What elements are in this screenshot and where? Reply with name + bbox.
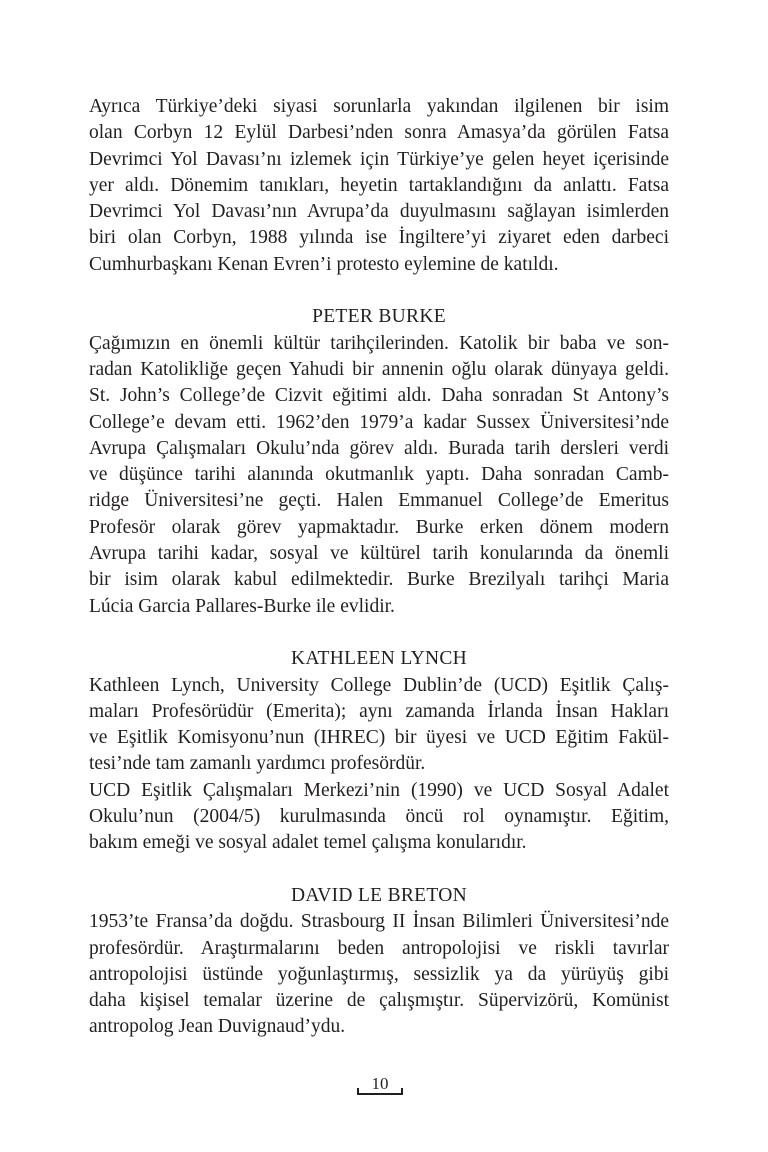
text-line: antropolojisi üstünde yoğunlaştırmış, sessizlik ya da yürüyüş gibi: [89, 963, 669, 985]
text-line: Çağımızın en önemli kültür tarihçilerinden. Katolik bir baba ve son-: [89, 332, 669, 354]
text-line: antropolog Jean Duvignaud’ydu.: [89, 1016, 346, 1038]
section-heading: KATHLEEN LYNCH: [290, 648, 468, 670]
text-line: St. John’s College’de Cizvit eğitimi aldı. Daha sonradan St Antony’s: [89, 385, 669, 407]
section-david-le-breton: [89, 883, 669, 1041]
text-line: UCD Eşitlik Çalışmaları Merkezi’nin (1990) ve UCD Sosyal Adalet: [89, 779, 669, 801]
section-spacer: [89, 620, 669, 646]
text-line: Avrupa Çalışmaları Okulu’nda görev aldı. Burada tarih dersleri verdi: [89, 437, 669, 459]
intro-paragraph: [89, 94, 669, 278]
text-line: ve Eşitlik Komisyonu’nun (IHREC) bir üyesi ve UCD Eğitim Fakül-: [89, 727, 669, 749]
section-spacer: [89, 278, 669, 304]
section-kathleen-lynch: [89, 646, 669, 856]
text-line: radan Katolikliğe geçen Yahudi bir annenin oğlu olarak dünyaya geldi.: [89, 358, 669, 380]
text-line: College’e devam etti. 1962’den 1979’a kadar Sussex Üniversitesi’nde: [89, 411, 669, 433]
text-line: profesördür. Araştırmalarını beden antropolojisi ve riskli tavırlar: [89, 937, 669, 959]
text-line: Profesör olarak görev yapmaktadır. Burke erken dönem modern: [89, 516, 669, 538]
text-line: olan Corbyn 12 Eylül Darbesi’nden sonra Amasya’da görülen Fatsa: [89, 122, 669, 144]
text-line: Devrimci Yol Davası’nı izlemek için Türkiye’ye gelen heyet içerisinde: [89, 148, 669, 170]
text-line: Devrimci Yol Davası’nın Avrupa’da duyulmasını sağlayan isimlerden: [89, 201, 669, 223]
text-line: yer aldı. Dönemim tanıkları, heyetin tartaklandığını da anlattı. Fatsa: [89, 174, 669, 196]
text-line: 1953’te Fransa’da doğdu. Strasbourg II İnsan Bilimleri Üniversitesi’nde: [89, 911, 669, 933]
text-line: Okulu’nun (2004/5) kurulmasında öncü rol oynamıştır. Eğitim,: [89, 806, 669, 828]
page-number-underline: [357, 1093, 403, 1095]
text-line: biri olan Corbyn, 1988 yılında ise İngiltere’yi ziyaret eden darbeci: [89, 227, 669, 249]
section-peter-burke: [89, 304, 669, 620]
page-number-bracket-left: [357, 1088, 359, 1095]
section-heading: DAVID LE BRETON: [290, 884, 468, 906]
text-line: Avrupa tarihi kadar, sosyal ve kültürel tarih konularında da önemli: [89, 543, 669, 565]
text-line: Ayrıca Türkiye’deki siyasi sorunlarla yakından ilgilenen bir isim: [89, 96, 669, 117]
text-line: Lúcia Garcia Pallares-Burke ile evlidir.: [89, 595, 395, 617]
text-line: daha kişisel temalar üzerine de çalışmıştır. Süpervizörü, Komünist: [89, 990, 669, 1012]
text-line: ridge Üniversitesi’ne geçti. Halen Emmanuel College’de Emeritus: [89, 490, 669, 512]
section-spacer: [89, 857, 669, 883]
page-number-bracket-right: [401, 1088, 403, 1095]
text-line: Cumhurbaşkanı Kenan Evren’i protesto eylemine de katıldı.: [89, 253, 559, 275]
text-line: maları Profesörüdür (Emerita); aynı zamanda İrlanda İnsan Hakları: [89, 700, 669, 722]
text-line: tesi’nde tam zamanlı yardımcı profesördür.: [89, 753, 426, 775]
text-line: Kathleen Lynch, University College Dublin’de (UCD) Eşitlik Çalış-: [89, 674, 669, 696]
text-line: bir isim olarak kabul edilmektedir. Burke Brezilyalı tarihçi Maria: [89, 569, 669, 591]
text-line: ve düşünce tarihi alanında okutmanlık yaptı. Daha sonradan Camb-: [89, 464, 669, 486]
text-line: bakım emeği ve sosyal adalet temel çalışma konularıdır.: [89, 832, 527, 854]
section-heading: PETER BURKE: [312, 306, 446, 328]
page-body: [89, 94, 669, 1041]
page-number: 10: [371, 1074, 389, 1093]
page-footer: [0, 1073, 768, 1103]
